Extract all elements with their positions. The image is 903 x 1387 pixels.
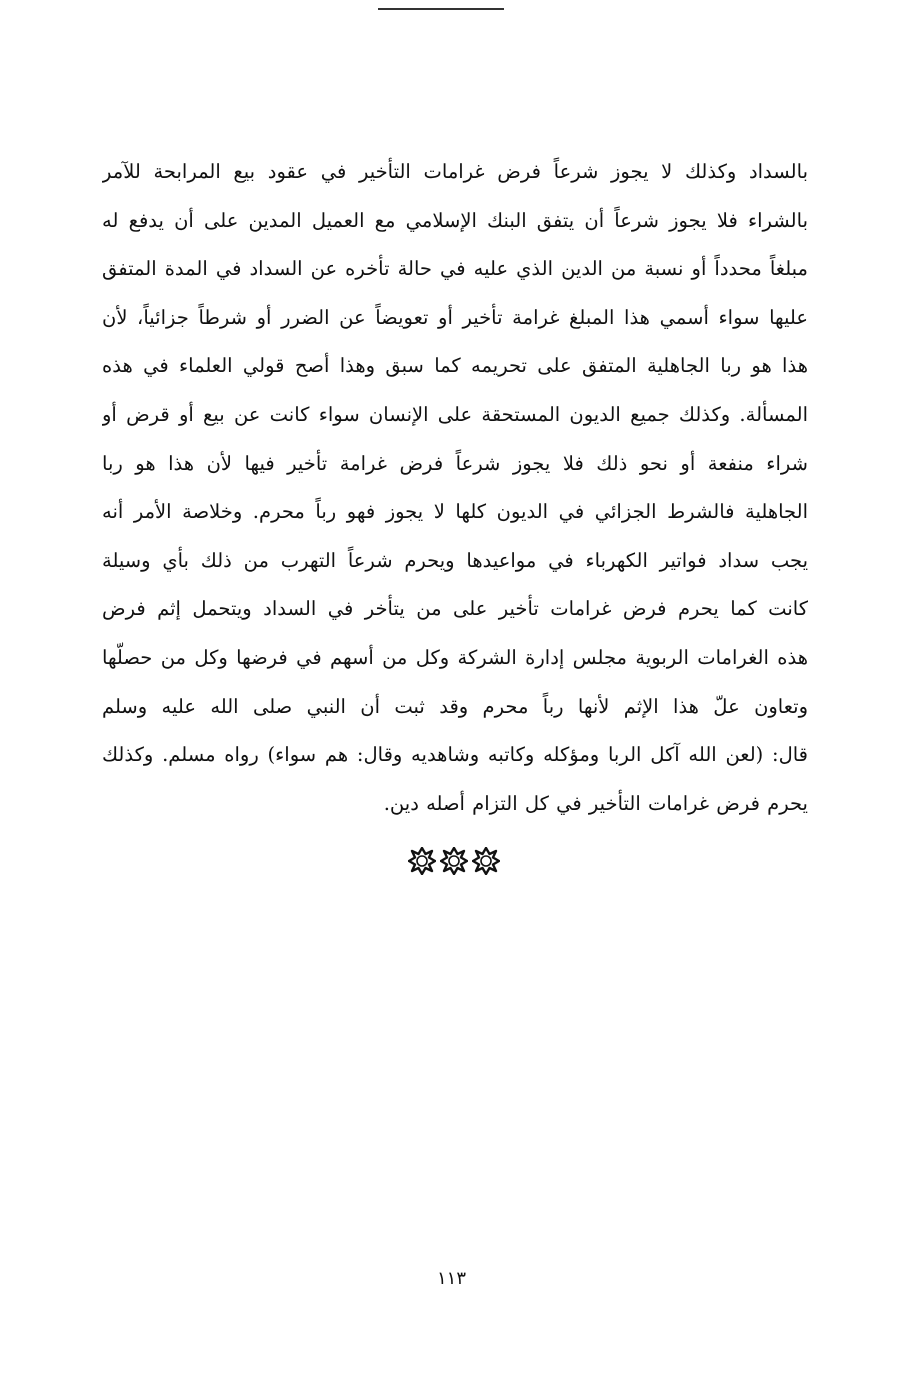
text-line-8: الجاهلية فالشرط الجزائي في الديون كلها لا يجوز فهو رباً محرم. وخلاصة الأمر أنه bbox=[102, 500, 808, 524]
text-line-5: هذا هو ربا الجاهلية المتفق على تحريمه كما سبق وهذا أصح قولي العلماء في هذه bbox=[102, 354, 808, 378]
text-line-9: يجب سداد فواتير الكهرباء في مواعيدها ويحرم شرعاً التهرب من ذلك بأي وسيلة bbox=[102, 548, 808, 572]
header-rule bbox=[378, 8, 504, 10]
text-line-6: المسألة. وكذلك جميع الديون المستحقة على الإنسان سواء كانت عن بيع أو قرض أو bbox=[102, 402, 808, 426]
eight-point-star-ornament-icon bbox=[472, 847, 500, 875]
text-line-14: يحرم فرض غرامات التأخير في كل التزام أصله دين. bbox=[383, 791, 808, 815]
eight-point-star-ornament-icon bbox=[408, 847, 436, 875]
text-line-7: شراء منفعة أو نحو ذلك فلا يجوز شرعاً فرض غرامة تأخير فيها لأن هذا هو ربا bbox=[102, 451, 808, 475]
eight-point-star-ornament-icon bbox=[440, 847, 468, 875]
text-line-3: مبلغاً محدداً أو نسبة من الدين الذي عليه في حالة تأخره عن السداد في المدة المتفق bbox=[102, 257, 808, 281]
text-line-12: وتعاون علّ هذا الإثم لأنها رباً محرم وقد ثبت أن النبي صلى الله عليه وسلم bbox=[102, 694, 808, 718]
text-line-1: بالسداد وكذلك لا يجوز شرعاً فرض غرامات التأخير في عقود بيع المرابحة للآمر bbox=[102, 160, 808, 183]
main-paragraph bbox=[102, 148, 808, 828]
text-line-4: عليها سواء أسمي هذا المبلغ غرامة تأخير أو تعويضاً عن الضرر أو شرطاً جزائياً، لأن bbox=[102, 305, 808, 329]
section-end-ornament bbox=[408, 847, 500, 875]
page-number: ١١٣ bbox=[436, 1268, 466, 1289]
text-line-10: كانت كما يحرم فرض غرامات تأخير على من يتأخر في السداد ويتحمل إثم فرض bbox=[102, 597, 808, 621]
text-line-11: هذه الغرامات الربوية مجلس إدارة الشركة وكل من أسهم في فرضها وكل من حصلّها bbox=[102, 645, 808, 669]
text-line-2: بالشراء فلا يجوز شرعاً أن يتفق البنك الإسلامي مع العميل المدين على أن يدفع له bbox=[102, 208, 808, 232]
text-line-13: قال: (لعن الله آكل الربا ومؤكله وكاتبه وشاهديه وقال: هم سواء) رواه مسلم. وكذلك bbox=[102, 743, 808, 767]
